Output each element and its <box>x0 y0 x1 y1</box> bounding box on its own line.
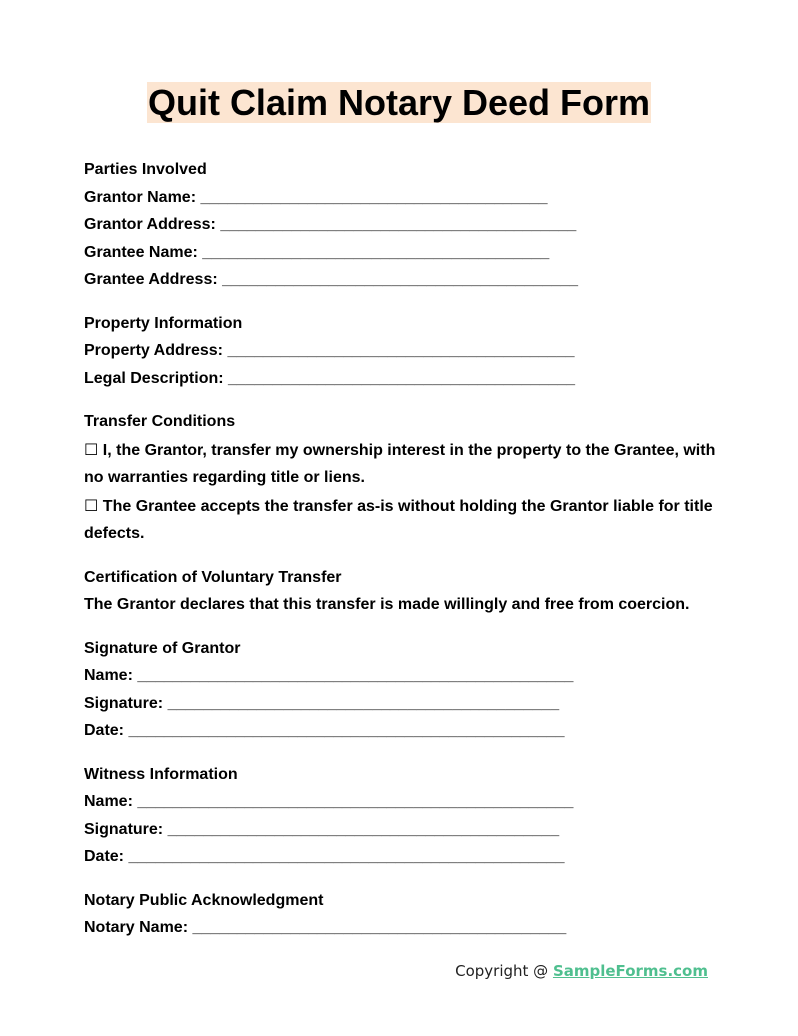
section-notary <box>84 887 724 942</box>
transfer-condition-text: I, the Grantor, transfer my ownership interest in the property to the Grantee, with no warranties regarding title or liens. <box>84 441 716 486</box>
certification-text: The Grantor declares that this transfer is made willingly and free from coercion. <box>84 596 690 613</box>
transfer-condition-2 <box>84 492 724 548</box>
section-heading: Transfer Conditions <box>84 413 236 430</box>
grantee-address-field[interactable]: Grantee Address: ________________________________________ <box>84 271 579 288</box>
section-parties <box>84 156 724 294</box>
copyright-text: Copyright @ <box>455 962 553 980</box>
section-grantor-signature <box>84 635 724 745</box>
witness-signature-field[interactable]: Signature: ____________________________________________ <box>84 820 560 838</box>
notary-name-field[interactable]: Notary Name: __________________________________________ <box>84 919 567 936</box>
brand-link[interactable]: SampleForms.com <box>552 962 708 980</box>
section-heading: Certification of Voluntary Transfer <box>84 568 342 586</box>
section-heading: Parties Involved <box>84 161 207 178</box>
copyright-footer <box>455 962 708 980</box>
grantee-name-field[interactable]: Grantee Name: _______________________________________ <box>84 243 550 261</box>
grantor-signature-field[interactable]: Signature: ____________________________________________ <box>84 694 560 712</box>
grantor-signature-date-field[interactable]: Date: _________________________________________________ <box>84 722 565 739</box>
section-property <box>84 310 724 393</box>
form-body <box>84 156 724 958</box>
section-heading: Witness Information <box>84 765 238 783</box>
legal-description-field[interactable]: Legal Description: _______________________________________ <box>84 369 576 387</box>
page-title: Quit Claim Notary Deed Form <box>147 82 651 123</box>
witness-name-field[interactable]: Name: _________________________________________________ <box>84 793 574 810</box>
property-address-field[interactable]: Property Address: _______________________________________ <box>84 342 575 359</box>
grantor-name-field[interactable]: Grantor Name: _______________________________________ <box>84 188 548 206</box>
transfer-condition-1 <box>84 436 724 492</box>
transfer-condition-text: The Grantee accepts the transfer as-is without holding the Grantor liable for title defects. <box>84 497 713 542</box>
grantor-signature-name-field[interactable]: Name: _________________________________________________ <box>84 667 574 684</box>
section-heading: Signature of Grantor <box>84 639 241 657</box>
section-certification <box>84 564 724 619</box>
checkbox-icon[interactable]: ☐ <box>84 495 99 515</box>
title-container <box>0 82 798 123</box>
section-heading: Property Information <box>84 314 243 332</box>
section-witness <box>84 761 724 871</box>
witness-date-field[interactable]: Date: _________________________________________________ <box>84 848 565 865</box>
grantor-address-field[interactable]: Grantor Address: ________________________________________ <box>84 216 577 233</box>
checkbox-icon[interactable]: ☐ <box>84 439 99 459</box>
section-heading: Notary Public Acknowledgment <box>84 891 324 909</box>
section-transfer <box>84 408 724 548</box>
